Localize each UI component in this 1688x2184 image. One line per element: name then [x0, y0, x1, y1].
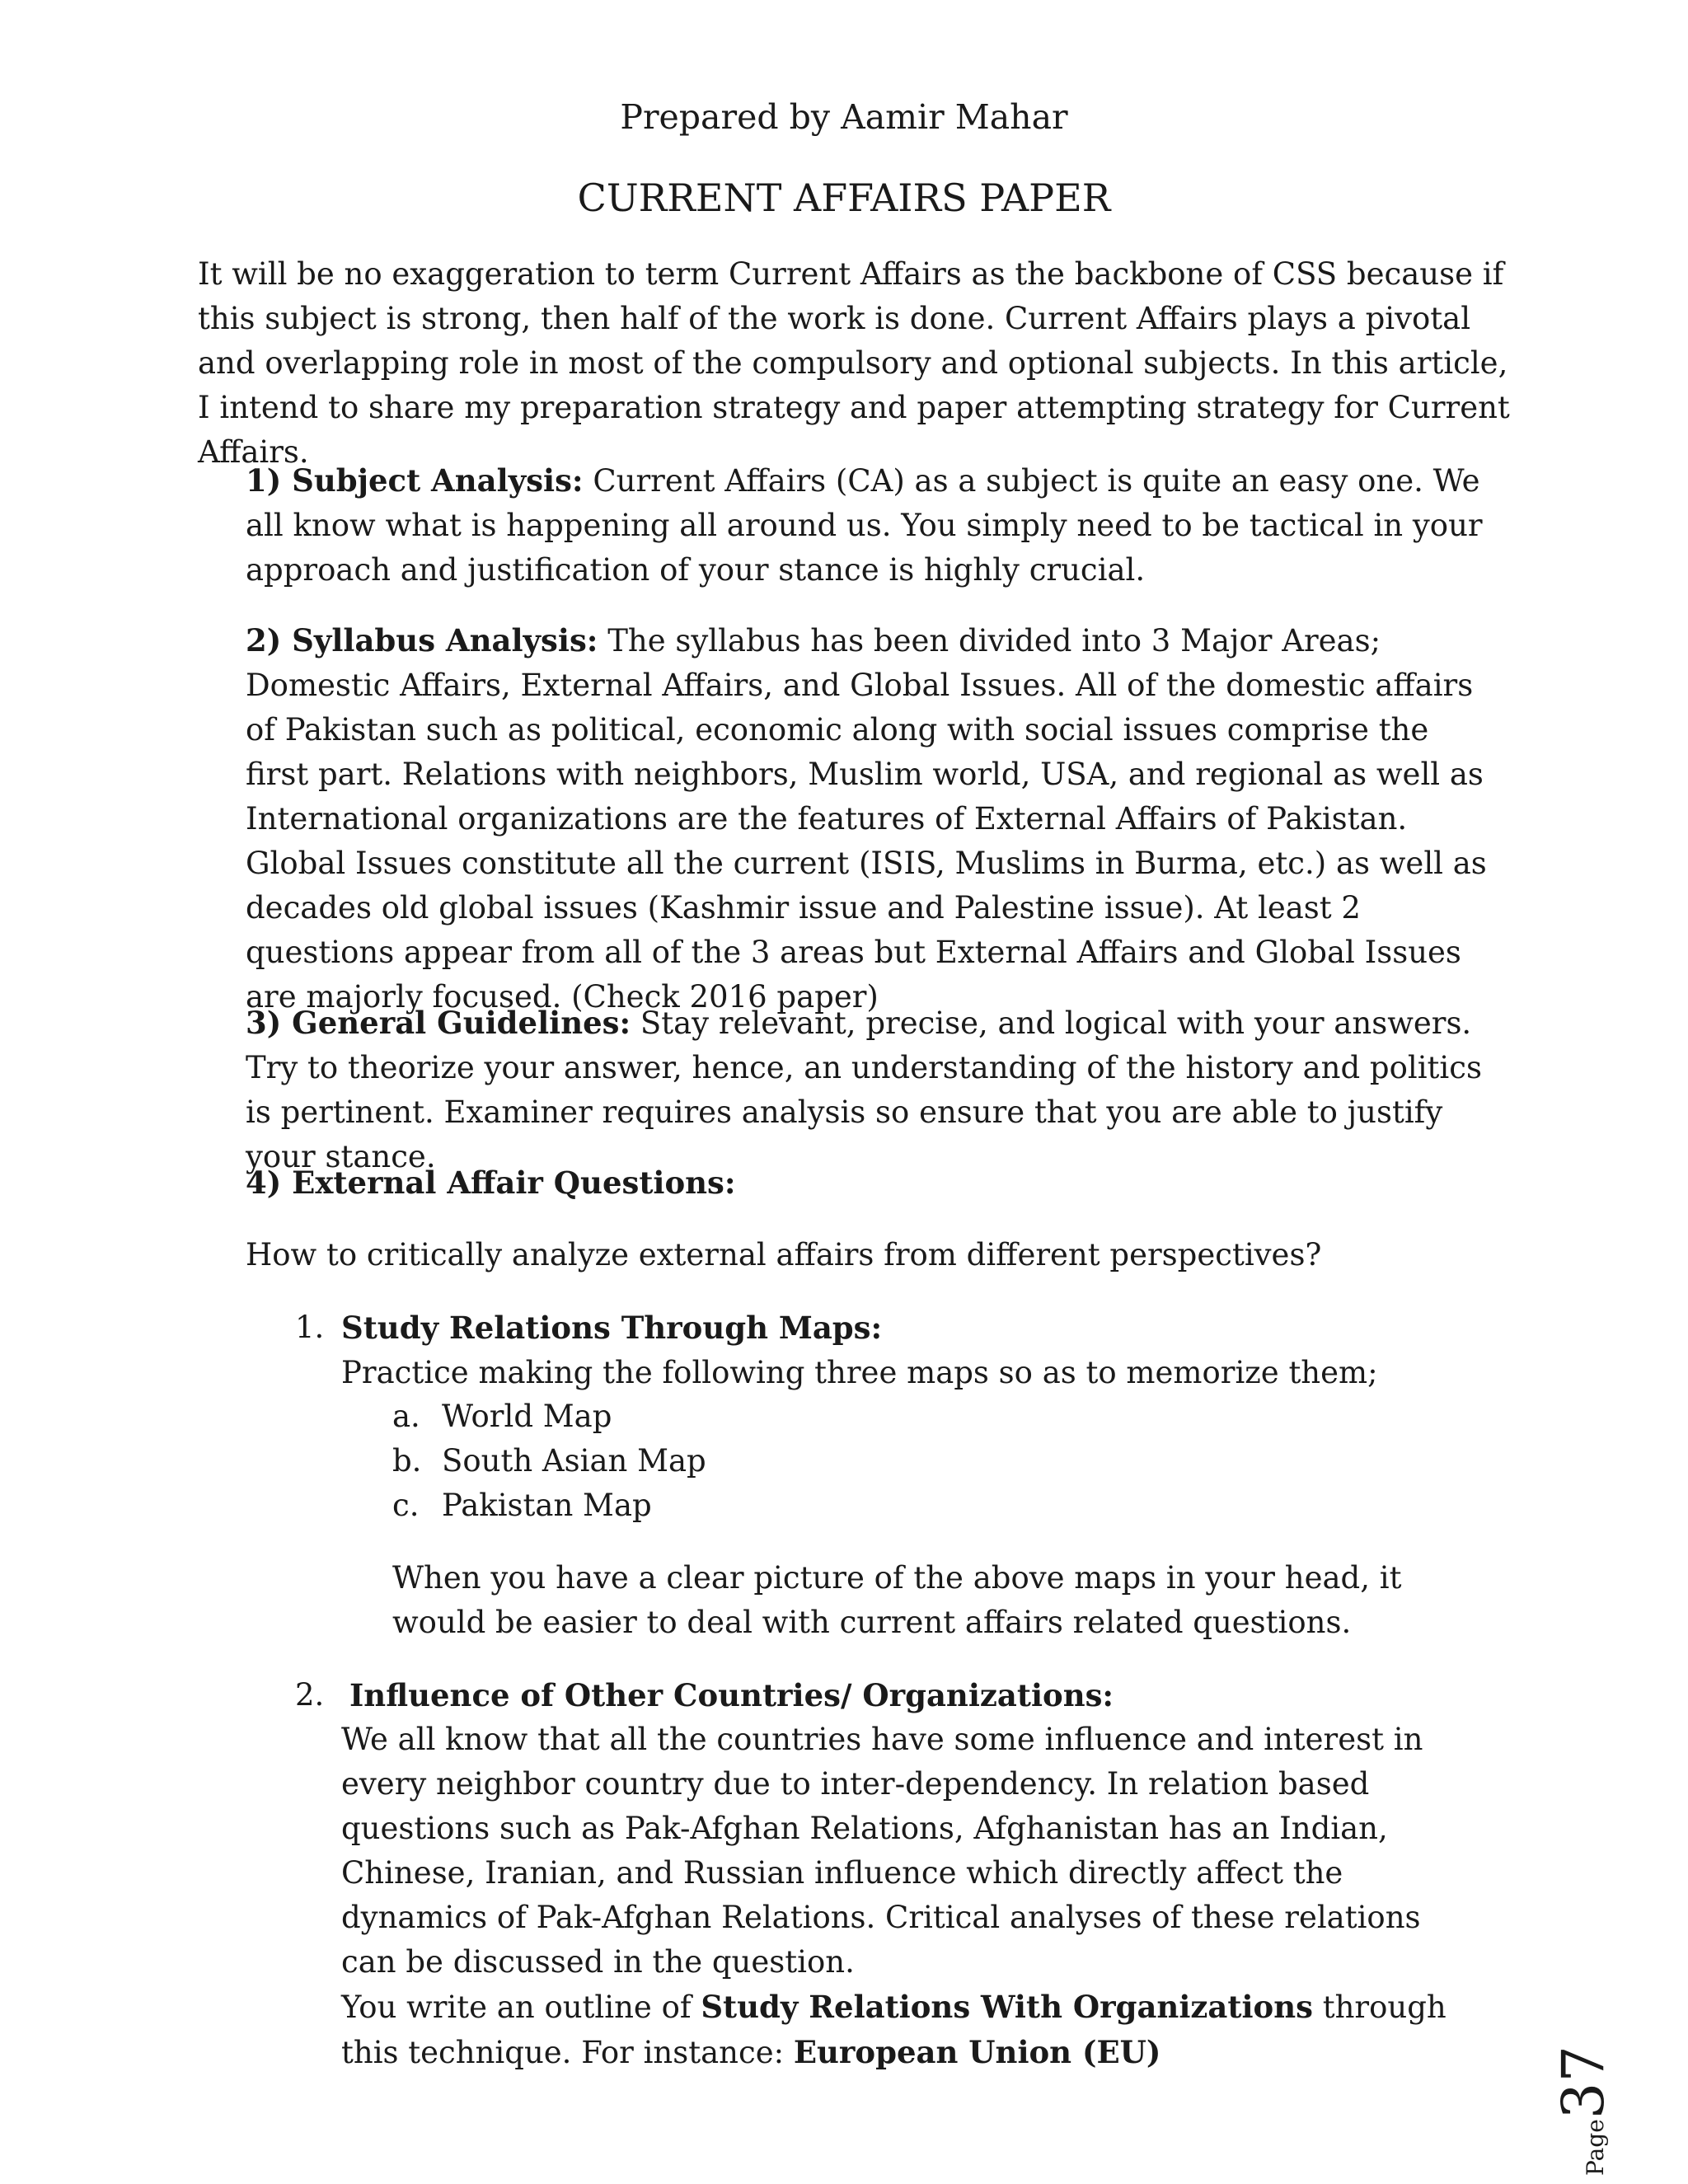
- list-number: 2.: [295, 1677, 325, 1713]
- section-external-affair-questions: [246, 1160, 1498, 1206]
- page-digits: 37: [1550, 2046, 1617, 2120]
- sub-letter: a.: [392, 1399, 420, 1434]
- sub-letter: b.: [392, 1443, 422, 1479]
- maps-closing-text: When you have a clear picture of the above maps in your head, it would be easier to deal with current affairs related questions.: [392, 1560, 1402, 1640]
- section-syllabus-analysis: [246, 618, 1498, 1019]
- list-heading: Study Relations Through Maps:: [341, 1310, 883, 1346]
- outline-post: through this technique. For instance:: [341, 1990, 1447, 2070]
- section-general-guidelines: [246, 1001, 1498, 1179]
- section-text: Stay relevant, precise, and logical with your answers. Try to theorize your answer, hence, an understanding of the history and politics is pertinent. Examiner requires analysis so ensure that you are able to justify your stance.: [246, 1005, 1482, 1174]
- section-text: The syllabus has been divided into 3 Major Areas; Domestic Affairs, External Affairs, and Global Issues. All of the domestic affairs of Pakistan such as political, economic along with social issues comprise the first part. Relations with neighbors, Muslim world, USA, and regional as well as International organizations are the features of External Affairs of Pakistan. Global Issues constitute all the current (ISIS, Muslims in Burma, etc.) as well as decades old global issues (Kashmir issue and Palestine issue). At least 2 questions appear from all of the 3 areas but External Affairs and Global Issues are majorly focused. (Check 2016 paper): [246, 623, 1487, 1015]
- outline-pre: You write an outline of: [341, 1990, 701, 2025]
- list-heading: Influence of Other Countries/ Organizations:: [349, 1677, 1114, 1713]
- outline-bold: Study Relations With Organizations: [701, 1989, 1313, 2025]
- example-bold: European Union (EU): [793, 2034, 1161, 2070]
- prepared-by-header: Prepared by Aamir Mahar: [620, 97, 1068, 137]
- section-heading: 1) Subject Analysis:: [246, 462, 584, 499]
- question-prompt: How to critically analyze external affairs from different perspectives?: [246, 1237, 1322, 1272]
- list-text: Practice making the following three maps so as to memorize them;: [341, 1355, 1378, 1390]
- sub-text: World Map: [442, 1399, 612, 1434]
- page-number: [1550, 1929, 1624, 2176]
- list-number: 1.: [295, 1310, 325, 1345]
- sub-letter: c.: [392, 1488, 420, 1523]
- sub-text: South Asian Map: [442, 1443, 706, 1479]
- section-text: Current Affairs (CA) as a subject is quite an easy one. We all know what is happening all around us. You simply need to be tactical in your approach and justification of your stance is highly crucial.: [246, 463, 1483, 588]
- page-title: CURRENT AFFAIRS PAPER: [577, 176, 1111, 220]
- list-text: We all know that all the countries have some influence and interest in every neighbor country due to inter-dependency. In relation based questions such as Pak-Afghan Relations, Afghanistan has an Indian, Chinese, Iranian, and Russian influence which directly affect the dynamics of Pak-Afghan Relations. Critical analyses of these relations can be discussed in the question.: [341, 1722, 1423, 1980]
- intro-paragraph: It will be no exaggeration to term Current Affairs as the backbone of CSS because if this subject is strong, then half of the work is done. Current Affairs plays a pivotal and overlapping role in most of the compulsory and optional subjects. In this article, I intend to share my preparation strategy and paper attempting strategy for Current Affairs.: [198, 256, 1510, 470]
- section-subject-analysis: [246, 458, 1498, 593]
- section-heading: 4) External Affair Questions:: [246, 1165, 736, 1201]
- section-heading: 2) Syllabus Analysis:: [246, 622, 598, 658]
- sub-text: Pakistan Map: [442, 1488, 652, 1523]
- section-heading: 3) General Guidelines:: [246, 1005, 631, 1041]
- page-word: Page: [1582, 2119, 1609, 2176]
